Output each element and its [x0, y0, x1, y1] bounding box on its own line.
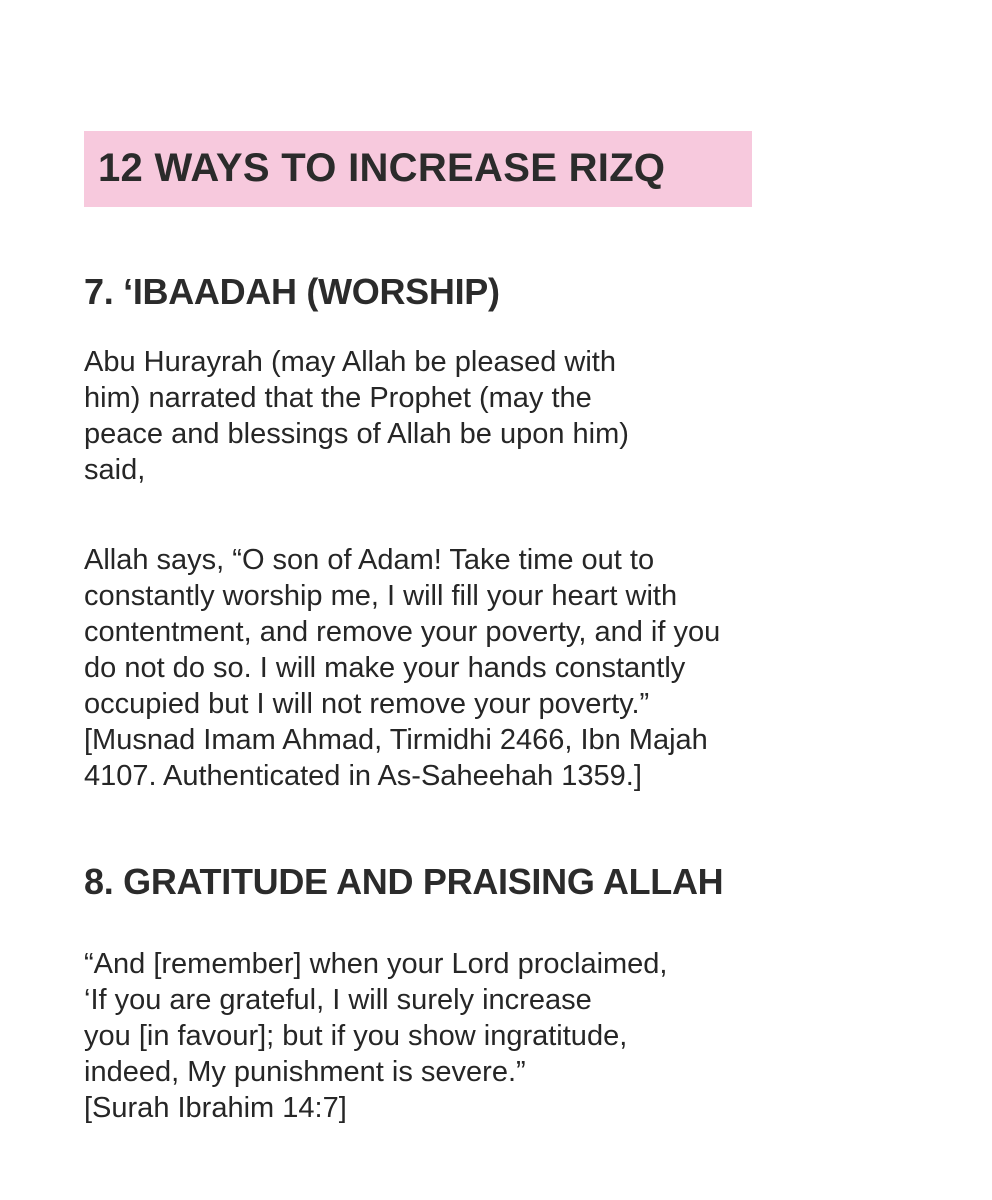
section-8-heading: 8. GRATITUDE AND PRAISING ALLAH	[84, 861, 724, 902]
citation-line: 4107. Authenticated in As-Saheehah 1359.]	[84, 760, 642, 792]
section-7-heading: 7. ‘IBAADAH (WORSHIP)	[84, 271, 500, 312]
quote-line: do not do so. I will make your hands constantly	[84, 652, 686, 684]
quote-line: ‘If you are grateful, I will surely increase	[84, 984, 592, 1016]
section-7-intro	[84, 344, 629, 488]
section-8-quote	[84, 946, 667, 1126]
page-title: 12 WAYS TO INCREASE RIZQ	[98, 146, 666, 190]
quote-line: occupied but I will not remove your poverty.”	[84, 688, 650, 720]
intro-line: him) narrated that the Prophet (may the	[84, 382, 592, 414]
citation-line: [Surah Ibrahim 14:7]	[84, 1092, 347, 1124]
quote-line: constantly worship me, I will fill your heart with	[84, 580, 678, 612]
quote-line: Allah says, “O son of Adam! Take time out to	[84, 544, 655, 576]
quote-line: you [in favour]; but if you show ingratitude,	[84, 1020, 628, 1052]
quote-line: indeed, My punishment is severe.”	[84, 1056, 526, 1088]
citation-line: [Musnad Imam Ahmad, Tirmidhi 2466, Ibn Majah	[84, 724, 708, 756]
intro-line: said,	[84, 454, 146, 486]
quote-line: contentment, and remove your poverty, and if you	[84, 616, 721, 648]
section-7-quote	[84, 542, 720, 794]
intro-line: Abu Hurayrah (may Allah be pleased with	[84, 346, 616, 378]
intro-line: peace and blessings of Allah be upon him)	[84, 418, 629, 450]
quote-line: “And [remember] when your Lord proclaimed,	[84, 948, 668, 980]
